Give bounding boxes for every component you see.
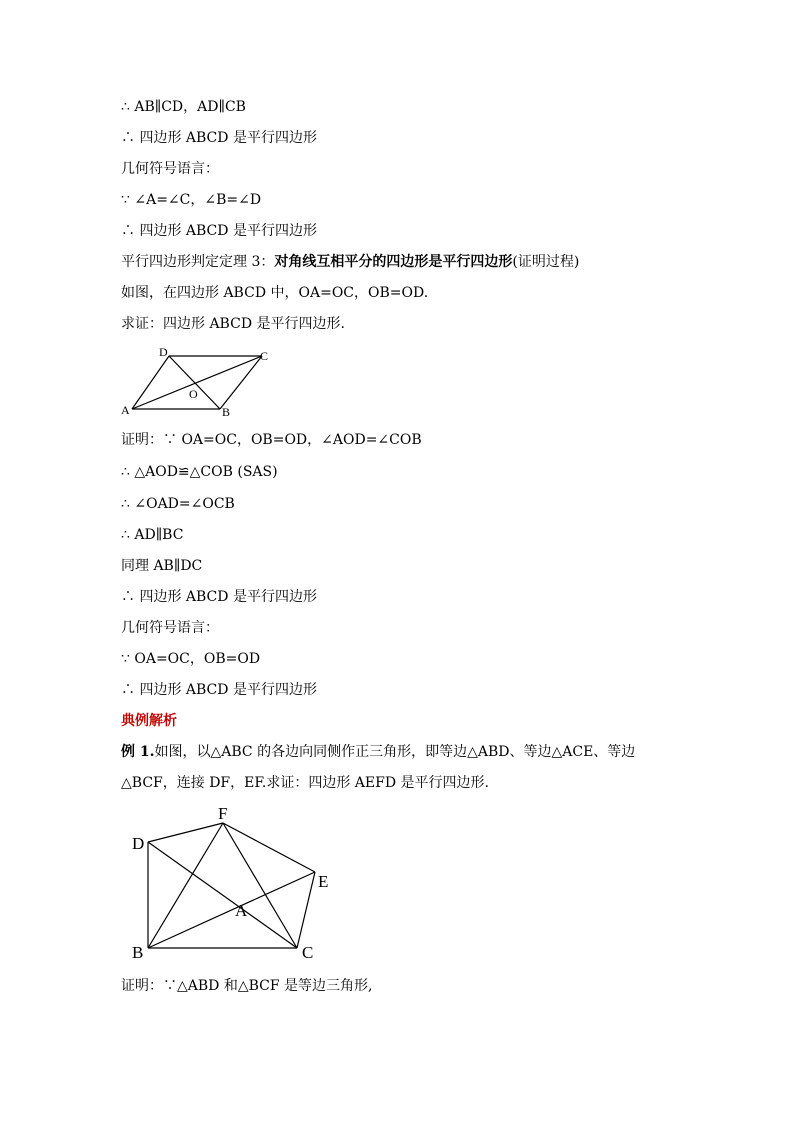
theorem-suffix: (证明过程) xyxy=(512,254,580,270)
proof-line-6: ∴ 四边形 ABCD 是平行四边形 xyxy=(121,589,317,605)
text-line-7: 如图，在四边形 ABCD 中，OA=OC，OB=OD. xyxy=(121,285,429,301)
proof-line-9: ∴ 四边形 ABCD 是平行四边形 xyxy=(121,682,317,698)
proof-line-8: ∵ OA=OC，OB=OD xyxy=(121,651,261,667)
example-line-1 xyxy=(121,742,635,762)
proof-line-3: ∴ ∠OAD=∠OCB xyxy=(121,496,235,512)
text-line-3: 几何符号语言： xyxy=(121,161,219,177)
text-line-1: ∴ AB∥CD，AD∥CB xyxy=(121,99,246,115)
label-A: A xyxy=(121,403,130,417)
example-text-1: 如图，以△ABC 的各边向同侧作正三角形，即等边△ABD、等边△ACE、等边 xyxy=(154,744,636,760)
proof-line-7: 几何符号语言： xyxy=(121,620,219,636)
text-line-2: ∴ 四边形 ABCD 是平行四边形 xyxy=(121,130,317,146)
label-F2: F xyxy=(218,804,228,823)
example-label: 例 1. xyxy=(121,744,155,760)
theorem-line xyxy=(121,252,579,272)
theorem-prefix: 平行四边形判定定理 3： xyxy=(121,254,275,270)
label-D: D xyxy=(159,345,168,359)
proof-line-5: 同理 AB∥DC xyxy=(121,558,203,574)
text-line-8: 求证：四边形 ABCD 是平行四边形. xyxy=(121,316,345,332)
proof-start-line: 证明：∵△ABD 和△BCF 是等边三角形, xyxy=(121,978,373,994)
label-A2: A xyxy=(235,901,248,920)
label-C2: C xyxy=(302,943,314,962)
section-heading: 典例解析 xyxy=(121,713,177,729)
figure-parallelogram xyxy=(115,343,285,425)
example-line-2: △BCF，连接 DF，EF.求证：四边形 AEFD 是平行四边形. xyxy=(121,775,489,791)
label-B: B xyxy=(222,405,231,419)
text-line-4: ∵ ∠A=∠C，∠B=∠D xyxy=(121,192,262,208)
theorem-statement: 对角线互相平分的四边形是平行四边形 xyxy=(274,254,513,270)
figure-triangles xyxy=(125,800,345,965)
label-O: O xyxy=(189,387,198,401)
proof-line-4: ∴ AD∥BC xyxy=(121,527,184,543)
label-C: C xyxy=(260,349,269,363)
label-D2: D xyxy=(132,834,145,853)
proof-line-1: 证明：∵ OA=OC，OB=OD，∠AOD=∠COB xyxy=(121,432,422,448)
label-E2: E xyxy=(318,872,329,891)
text-line-5: ∴ 四边形 ABCD 是平行四边形 xyxy=(121,223,317,239)
label-B2: B xyxy=(132,943,144,962)
proof-line-2: ∴ △AOD≌△COB (SAS) xyxy=(121,464,278,480)
